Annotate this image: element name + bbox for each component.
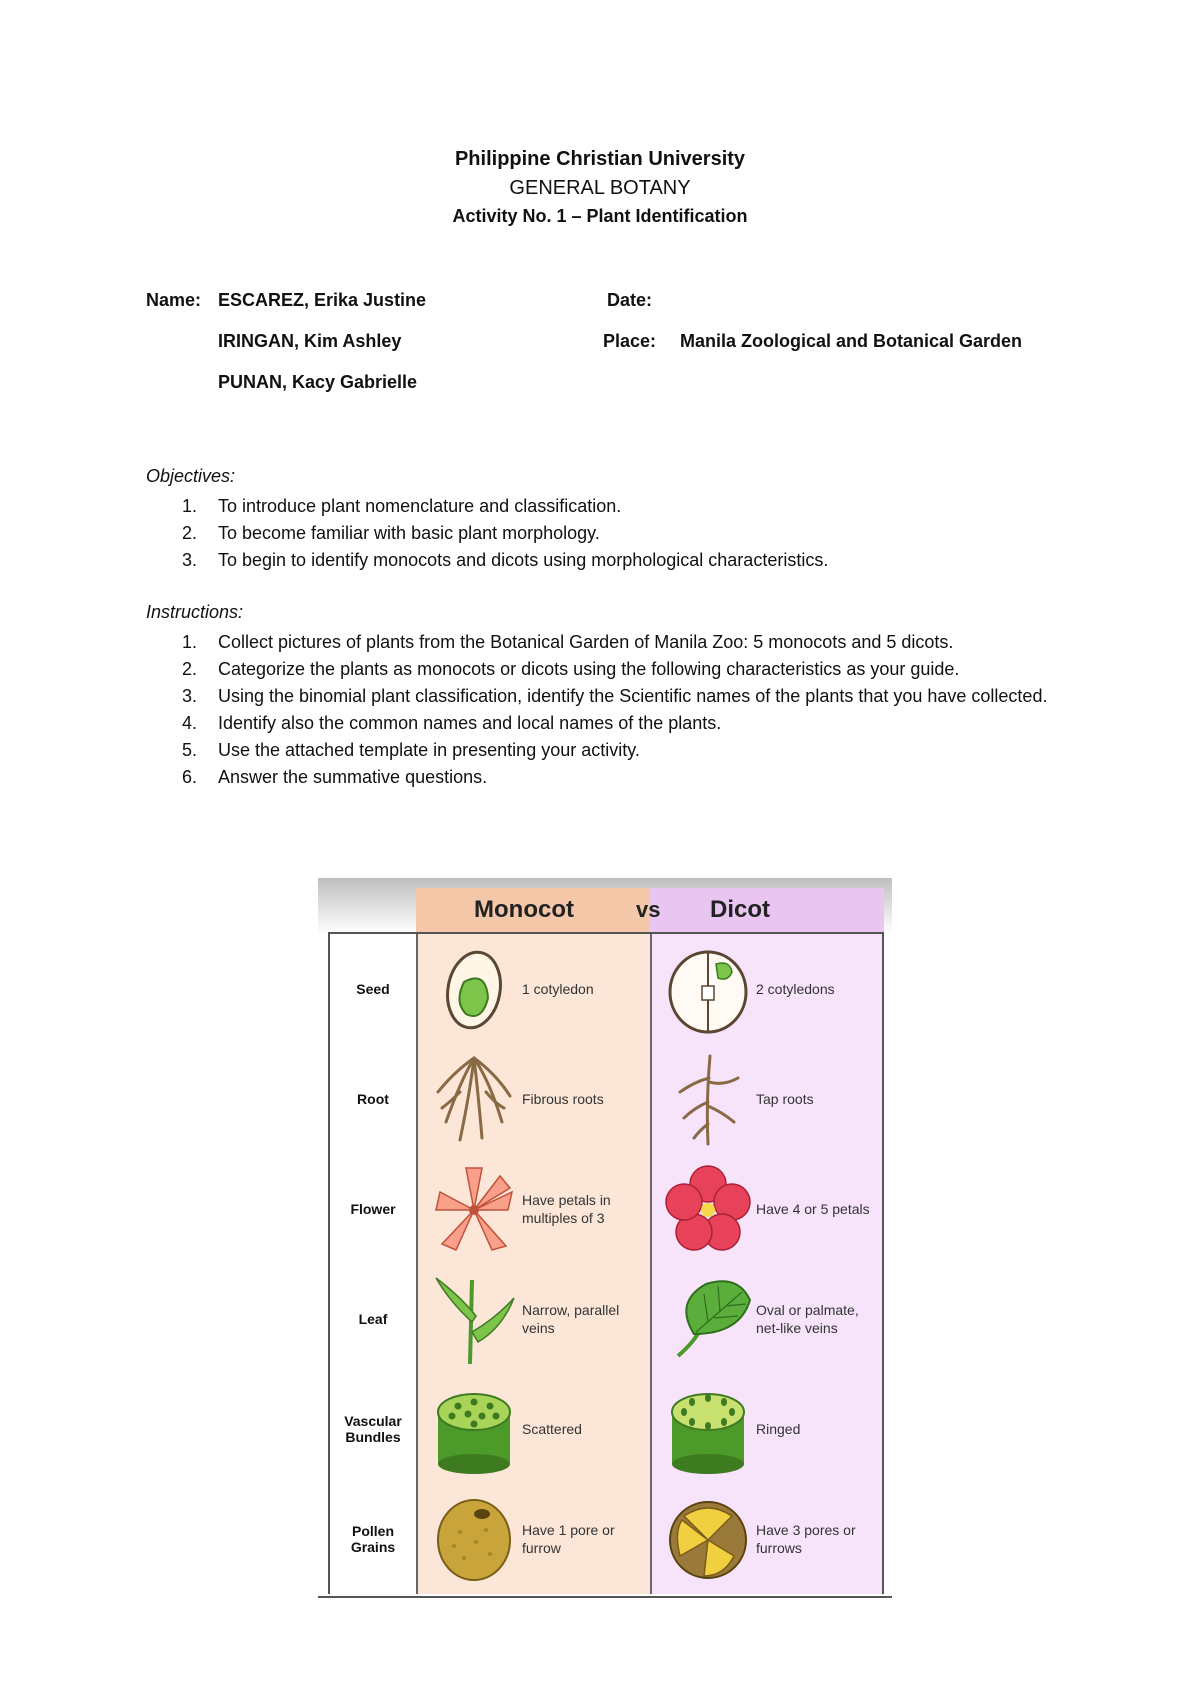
five-petal-flower-icon — [664, 1162, 752, 1256]
dicot-description: 2 cotyledons — [756, 981, 835, 997]
name-label: Name: — [146, 290, 202, 310]
list-item: 2. Categorize the plants as monocots or dicots using the following characteristics as your guide. — [182, 659, 960, 679]
seed-one-cotyledon-icon — [430, 942, 518, 1036]
dicot-description: Ringed — [756, 1421, 801, 1437]
lily-flower-icon — [430, 1162, 518, 1256]
seed-two-cotyledons-icon — [664, 942, 752, 1036]
course-title: GENERAL BOTANY — [509, 177, 691, 199]
row-label: Root — [330, 1044, 418, 1154]
student-name-3: PUNAN, Kacy Gabrielle — [218, 372, 418, 392]
row-label: Pollen Grains — [330, 1484, 418, 1594]
list-item: 3. To begin to identify monocots and dicots using morphological characteristics. — [182, 550, 829, 570]
dicot-description: Have 4 or 5 petals — [756, 1201, 870, 1217]
monocot-cell — [418, 1484, 652, 1594]
monocot-heading: Monocot — [474, 896, 574, 923]
ringed-bundles-icon — [664, 1382, 752, 1476]
scattered-bundles-icon — [430, 1382, 518, 1476]
row-label: Leaf — [330, 1264, 418, 1374]
university-title: Philippine Christian University — [454, 148, 746, 170]
monocot-description: Scattered — [522, 1421, 582, 1437]
net-vein-leaf-icon — [664, 1272, 752, 1366]
three-pore-pollen-icon — [664, 1492, 752, 1586]
table-row — [330, 1374, 882, 1486]
monocot-cell — [418, 1154, 652, 1264]
monocot-cell — [418, 1044, 652, 1154]
dicot-cell — [652, 1484, 882, 1594]
monocot-description: 1 cotyledon — [522, 981, 594, 997]
dicot-heading: Dicot — [710, 896, 770, 923]
list-item: 1. To introduce plant nomenclature and classification. — [182, 496, 622, 516]
comparison-grid — [328, 932, 884, 1594]
student-name-1: ESCAREZ, Erika Justine — [218, 290, 427, 310]
table-row — [330, 934, 882, 1046]
dicot-description: Tap roots — [756, 1091, 814, 1107]
row-label: Seed — [330, 934, 418, 1044]
dicot-cell — [652, 1044, 882, 1154]
dicot-description: Have 3 pores or furrows — [756, 1522, 856, 1556]
student-name-2: IRINGAN, Kim Ashley — [218, 331, 402, 351]
dicot-cell — [652, 1154, 882, 1264]
place-value: Manila Zoological and Botanical Garden — [680, 331, 1023, 351]
one-pore-pollen-icon — [430, 1492, 518, 1586]
dicot-cell — [652, 1374, 882, 1484]
row-label: Vascular Bundles — [330, 1374, 418, 1484]
date-label: Date: — [607, 290, 653, 310]
list-item: 6. Answer the summative questions. — [182, 767, 488, 787]
dicot-cell — [652, 1264, 882, 1374]
objectives-list — [146, 493, 1076, 574]
list-item: 4. Identify also the common names and local names of the plants. — [182, 713, 722, 733]
fibrous-root-icon — [430, 1052, 518, 1146]
list-item: 1. Collect pictures of plants from the Botanical Garden of Manila Zoo: 5 monocots and 5 dicots. — [182, 632, 954, 652]
instructions-title: Instructions: — [146, 602, 244, 622]
list-item: 5. Use the attached template in presenting your activity. — [182, 740, 640, 760]
table-row — [330, 1484, 882, 1594]
table-row — [330, 1154, 882, 1266]
monocot-cell — [418, 934, 652, 1044]
tap-root-icon — [664, 1052, 752, 1146]
row-label: Flower — [330, 1154, 418, 1264]
activity-title: Activity No. 1 – Plant Identification — [452, 206, 748, 226]
dicot-cell — [652, 934, 882, 1044]
vs-heading: vs — [636, 897, 661, 922]
dicot-description: Oval or palmate, net-like veins — [756, 1302, 859, 1336]
table-row — [330, 1264, 882, 1376]
monocot-cell — [418, 1374, 652, 1484]
figure-bottom-rule — [318, 1596, 892, 1598]
monocot-vs-dicot-figure — [318, 878, 892, 1598]
monocot-description: Have 1 pore or furrow — [522, 1522, 615, 1556]
place-label: Place: — [603, 331, 657, 351]
monocot-description: Narrow, parallel veins — [522, 1302, 620, 1336]
objectives-title: Objectives: — [146, 466, 236, 486]
list-item: 3. Using the binomial plant classification, identify the Scientific names of the plants that you have collected. — [182, 686, 1048, 706]
instructions-list — [146, 629, 1076, 791]
list-item: 2. To become familiar with basic plant morphology. — [182, 523, 600, 543]
monocot-description: Have petals in multiples of 3 — [522, 1192, 611, 1226]
table-row — [330, 1044, 882, 1156]
monocot-description: Fibrous roots — [522, 1091, 604, 1107]
monocot-cell — [418, 1264, 652, 1374]
parallel-vein-leaf-icon — [430, 1272, 518, 1366]
